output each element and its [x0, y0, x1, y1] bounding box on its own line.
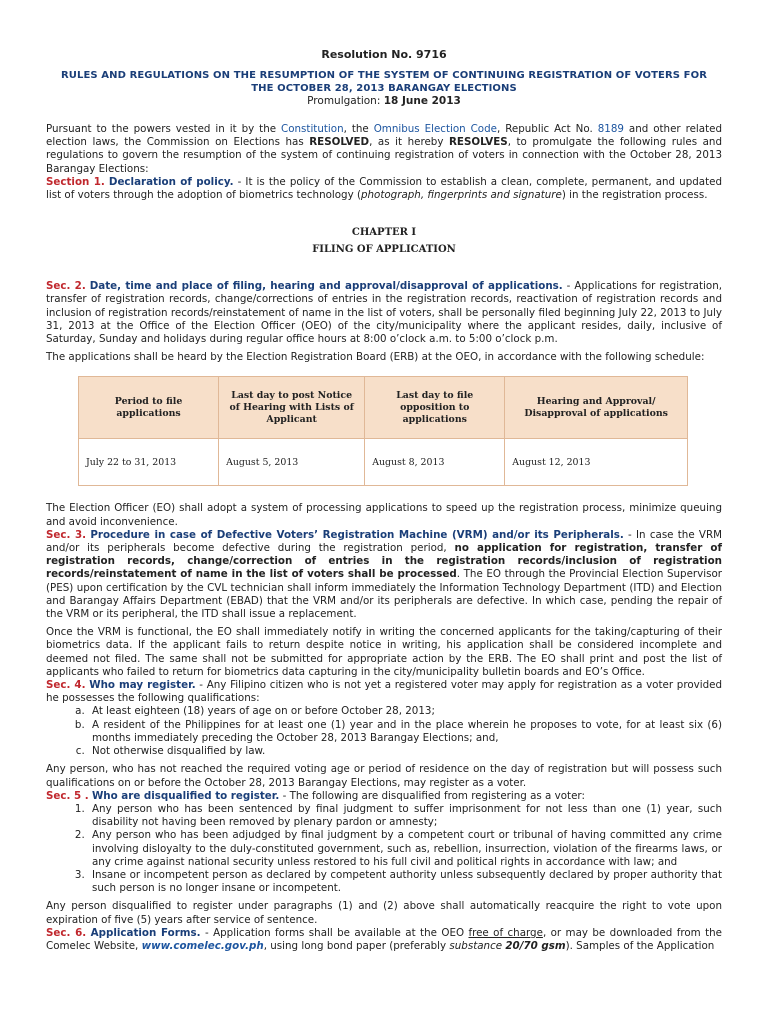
section-4: Sec. 4. Who may register. - Any Filipino citizen who is not yet a registered voter may apply for registration as a voter provided he possesses the following qualifications:: [46, 679, 722, 705]
constitution-link[interactable]: Constitution: [281, 123, 344, 135]
schedule-cell: July 22 to 31, 2013: [79, 439, 219, 486]
schedule-cell: August 12, 2013: [505, 439, 688, 486]
qualifications-list: [46, 705, 722, 758]
chapter-number: CHAPTER I: [351, 227, 417, 239]
promulgation-label: Promulgation:: [307, 95, 381, 107]
list-item: c. Not otherwise disqualified by law.: [88, 745, 722, 758]
section-3-number: Sec. 3.: [46, 528, 87, 541]
section-4-number: Sec. 4.: [46, 679, 86, 692]
chapter-title: FILING OF APPLICATION: [312, 244, 456, 256]
section-4-paragraph-2: Any person, who has not reached the required voting age or period of residence on the day of registration but will possess such qualifications on or before the October 28, 2013 Barangay Elections, may register as a voter.: [46, 763, 722, 789]
section-5-paragraph-2: Any person disqualified to register under paragraphs (1) and (2) above shall automatically reacquire the right to vote upon expiration of five (5) years after service of sentence.: [46, 900, 722, 926]
document-title: [46, 69, 722, 95]
list-item: 2. Any person who has been adjudged by final judgment by a competent court or tribunal of having committed any crime involving disloyalty to the duly-constituted government, such as, rebellion, insurrection, violation of the firearms laws, or any crime against national security unless restored to his full civil and political rights in accordance with law; and: [88, 829, 722, 869]
comelec-website-link[interactable]: www.comelec.gov.ph: [141, 939, 264, 952]
schedule-row: [79, 439, 688, 486]
schedule-header-cell: Last day to post Notice of Hearing with Lists of Applicant: [219, 377, 365, 439]
promulgation: [46, 95, 722, 107]
eo-paragraph: The Election Officer (EO) shall adopt a system of processing applications to speed up the registration process, minimize queuing and avoid inconvenience.: [46, 502, 722, 528]
section-5-number: Sec. 5 .: [46, 789, 89, 802]
section-3-heading: Procedure in case of Defective Voters’ Registration Machine (VRM) and/or its Peripherals.: [90, 528, 624, 541]
list-item: 3. Insane or incompetent person as declared by competent authority unless subsequently declared by proper authority that such person is no longer insane or incompetent.: [88, 869, 722, 895]
disqualifications-list: [46, 803, 722, 895]
section-1-number: Section 1.: [46, 175, 105, 188]
schedule-header-row: [79, 377, 688, 439]
list-item: b. A resident of the Philippines for at least one (1) year and in the place wherein he proposes to vote, for at least six (6) months immediately preceding the October 28, 2013 Barangay Elections; and,: [88, 719, 722, 745]
schedule-cell: August 8, 2013: [365, 439, 505, 486]
section-5-heading: Who are disqualified to register.: [91, 789, 280, 802]
section-6: Sec. 6. Application Forms. - Application forms shall be available at the OEO free of charge, or may be downloaded from the Comelec Website, www.comelec.gov.ph, using long bond paper (preferably substance 20/70 gsm). Samples of the Application: [46, 926, 722, 952]
omnibus-election-code-link[interactable]: Omnibus Election Code: [373, 123, 497, 135]
section-5: Sec. 5 . Who are disqualified to register. - The following are disqualified from registering as a voter:: [46, 789, 585, 802]
intro-paragraph: Pursuant to the powers vested in it by the Constitution, the Omnibus Election Code, Republic Act No. 8189 and other related election laws, the Commission on Elections has RESOLVED, as it hereby RESOLVES, to promulgate the following rules and regulations to govern the resumption of the system of continuing registration of voters in connection with the October 28, 2013 Barangay Elections:: [46, 123, 723, 175]
chapter-heading: [46, 224, 722, 258]
title-line-2: THE OCTOBER 28, 2013 BARANGAY ELECTIONS: [251, 83, 517, 94]
list-item: 1. Any person who has been sentenced by final judgment to suffer imprisonment for not less than one (1) year, such disability not having been removed by plenary pardon or amnesty;: [88, 803, 722, 829]
title-line-1: RULES AND REGULATIONS ON THE RESUMPTION OF THE SYSTEM OF CONTINUING REGISTRATION OF VOTERS FOR: [60, 70, 708, 81]
schedule-header-cell: Hearing and Approval/ Disapproval of applications: [505, 377, 688, 439]
section-2: Sec. 2. Date, time and place of filing, hearing and approval/disapproval of applications. - Applications for registration, transfer of registration records, change/corrections of entries in the registration records, reactivation of registration records and inclusion of registration records/reinstatement of name in the list of voters, shall be personally filed beginning July 22, 2013 to July 31, 2013 at the Office of the Election Officer (OEO) of the city/municipality where the applicant resides, daily, inclusive of Saturday, Sunday and holidays during regular office hours at 8:00 o’clock a.m. to 5:00 o’clock p.m.: [46, 280, 722, 346]
schedule-table: [78, 376, 688, 486]
section-3: Sec. 3. Procedure in case of Defective Voters’ Registration Machine (VRM) and/or its Peripherals. - In case the VRM and/or its peripherals become defective during the registration period, no application for registration, transfer of registration records, change/correction of entries in the registration records/inclusion of registration records/reinstatement of name in the list of voters shall be processed. The EO through the Provincial Election Supervisor (PES) upon certification by the CVL technician shall inform immediately the Information Technology Department (ITD) and Election and Barangay Affairs Department (EBAD) that the VRM and/or its peripherals are defective. In which case, pending the repair of the VRM or its peripheral, the ITD shall issue a replacement.: [46, 528, 723, 621]
section-2-schedule-intro: The applications shall be heard by the Election Registration Board (ERB) at the OEO, in accordance with the following schedule:: [46, 351, 705, 364]
section-4-heading: Who may register.: [89, 679, 196, 692]
section-3-paragraph-2: Once the VRM is functional, the EO shall immediately notify in writing the concerned applicants for the taking/capturing of their biometrics data. If the applicant fails to return despite notice in writing, his application shall be considered incomplete and deemed not filed. The same shall not be submitted for appropriate action by the ERB. The EO shall print and post the list of applicants who failed to return for biometrics data capturing in the city/municipality bulletin boards and EO’s Office.: [46, 626, 722, 678]
section-6-number: Sec. 6.: [46, 926, 87, 939]
resolution-number: Resolution No. 9716: [321, 48, 447, 61]
list-item: a. At least eighteen (18) years of age on or before October 28, 2013;: [88, 705, 722, 718]
schedule-header-cell: Period to file applications: [79, 377, 219, 439]
schedule-cell: August 5, 2013: [219, 439, 365, 486]
schedule-header-cell: Last day to file opposition to applications: [365, 377, 505, 439]
ra-8189-link[interactable]: 8189: [597, 123, 624, 135]
section-6-heading: Application Forms.: [90, 926, 201, 939]
section-2-heading: Date, time and place of filing, hearing and approval/disapproval of applications.: [89, 280, 563, 293]
section-2-number: Sec. 2.: [46, 280, 86, 293]
promulgation-date: 18 June 2013: [383, 95, 461, 107]
section-1-heading: Declaration of policy.: [108, 175, 234, 188]
section-1: Section 1. Declaration of policy. - It is the policy of the Commission to establish a clean, complete, permanent, and updated list of voters through the adoption of biometrics technology (photograph, fingerprints and signature) in the registration process.: [46, 175, 722, 202]
